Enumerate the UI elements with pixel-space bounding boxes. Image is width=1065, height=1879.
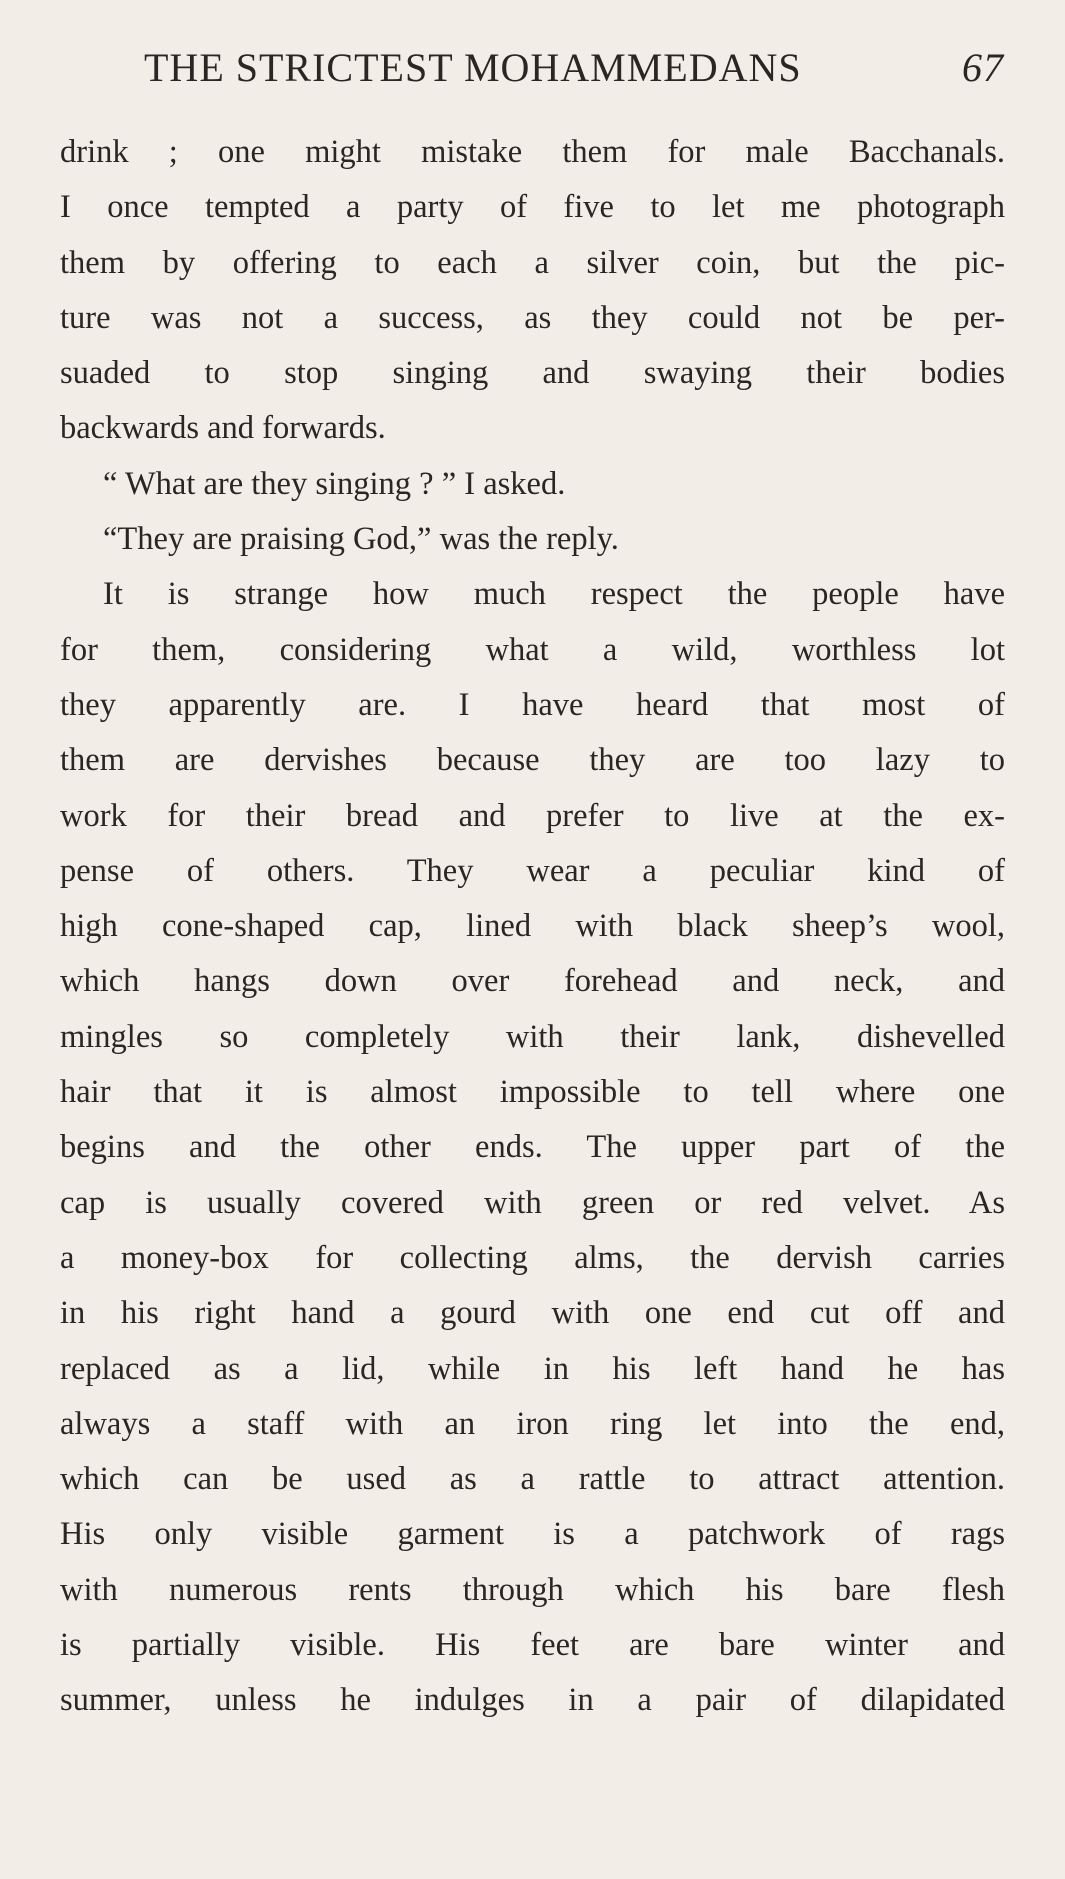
text-line: them by offering to each a silver coin, but the pic-: [60, 244, 1005, 281]
text-line: which can be used as a rattle to attract attention.: [60, 1461, 1005, 1498]
text-line: is partially visible. His feet are bare winter and: [60, 1627, 1005, 1664]
body-text: [60, 125, 1005, 1729]
text-line: “ What are they singing ? ” I asked.: [103, 465, 566, 502]
text-line: for them, considering what a wild, worthless lot: [60, 631, 1005, 668]
text-line: replaced as a lid, while in his left hand he has: [60, 1350, 1005, 1387]
text-line: drink ; one might mistake them for male Bacchanals.: [60, 134, 1005, 170]
running-head-title: THE STRICTEST MOHAMMEDANS: [144, 45, 802, 90]
text-line: hair that it is almost impossible to tell where one: [60, 1074, 1005, 1111]
text-line: suaded to stop singing and swaying their bodies: [60, 355, 1005, 392]
text-line: work for their bread and prefer to live at the ex-: [60, 797, 1005, 834]
running-head: [144, 44, 1014, 104]
text-line: begins and the other ends. The upper part of the: [60, 1129, 1005, 1166]
text-line: in his right hand a gourd with one end cut off and: [60, 1295, 1005, 1332]
text-line: ture was not a success, as they could not be per-: [60, 299, 1005, 336]
text-line: cap is usually covered with green or red velvet. As: [60, 1184, 1005, 1221]
text-line: they apparently are. I have heard that most of: [60, 686, 1005, 723]
text-line: which hangs down over forehead and neck, and: [60, 963, 1005, 1000]
text-line: high cone-shaped cap, lined with black sheep’s wool,: [60, 908, 1005, 945]
text-line: always a staff with an iron ring let into the end,: [60, 1405, 1005, 1442]
text-line: with numerous rents through which his bare flesh: [60, 1571, 1005, 1608]
text-line: them are dervishes because they are too lazy to: [60, 742, 1005, 779]
text-line: His only visible garment is a patchwork of rags: [60, 1516, 1005, 1553]
text-line: I once tempted a party of five to let me photograph: [60, 189, 1005, 226]
text-line: “They are praising God,” was the reply.: [103, 521, 619, 558]
page-number: 67: [962, 45, 1004, 90]
text-line: a money-box for collecting alms, the dervish carries: [60, 1239, 1005, 1276]
text-line: backwards and forwards.: [60, 410, 386, 447]
text-line: pense of others. They wear a peculiar kind of: [60, 852, 1005, 889]
text-line: It is strange how much respect the people have: [103, 576, 1005, 613]
text-line: mingles so completely with their lank, dishevelled: [60, 1018, 1005, 1055]
text-line: summer, unless he indulges in a pair of dilapidated: [60, 1682, 1005, 1719]
